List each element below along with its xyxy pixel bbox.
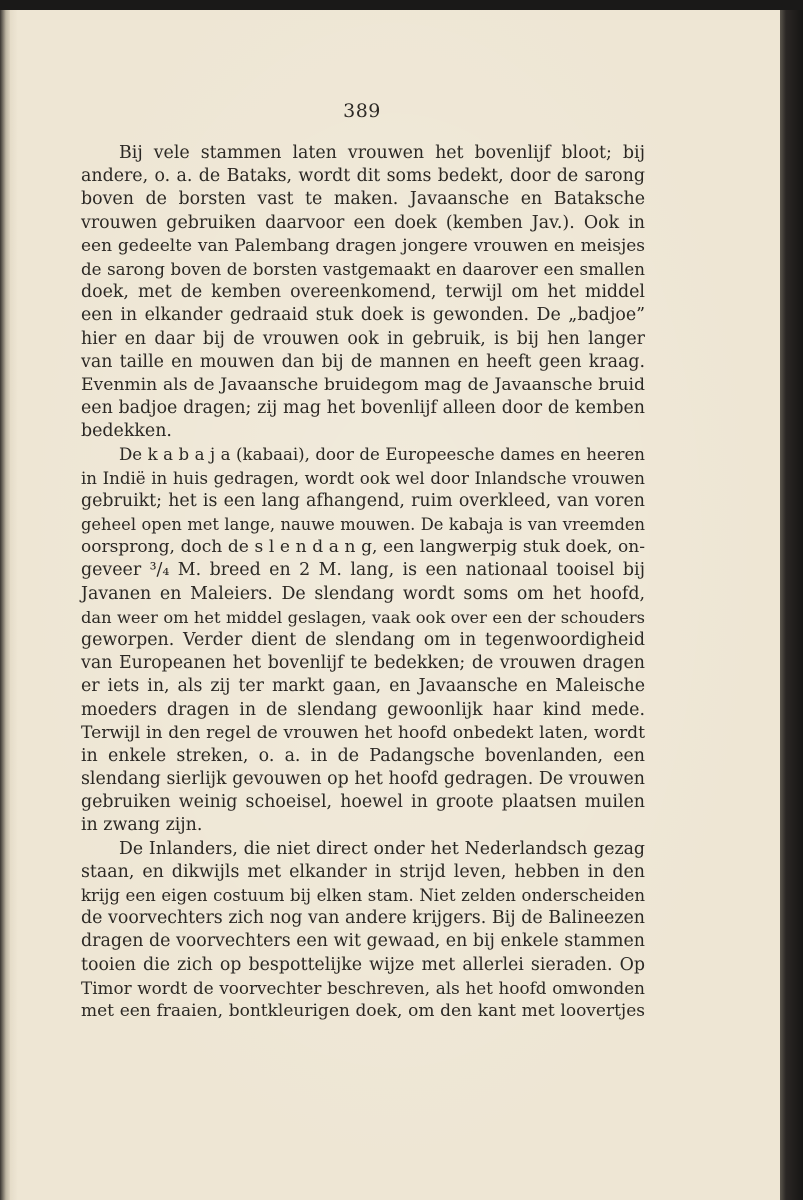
text-line: gebruikt; het is een lang afhangend, ruim overkleed, van voren <box>81 490 645 511</box>
text-line: gebruiken weinig schoeisel, hoewel in groote plaatsen muilen <box>81 792 645 813</box>
text-line: tooien die zich op bespottelijke wijze met allerlei sieraden. Op <box>81 954 645 975</box>
text-line: krijg een eigen costuum bij elken stam. Niet zelden onderscheiden <box>81 886 645 905</box>
text-line: boven de borsten vast te maken. Javaansche en Bataksche <box>81 189 645 210</box>
text-line: Javanen en Maleiers. De slendang wordt soms om het hoofd, <box>81 583 645 604</box>
text-line: staan, en dikwijls met elkander in strijd leven, hebben in den <box>81 861 645 882</box>
body-text <box>81 142 645 1023</box>
text-line: geheel open met lange, nauwe mouwen. De kabaja is van vreemden <box>81 515 645 534</box>
text-line: de voorvechters zich nog van andere krijgers. Bij de Balineezen <box>81 908 645 929</box>
text-line: andere, o. a. de Bataks, wordt dit soms bedekt, door de sarong <box>81 166 645 187</box>
text-line: Bij vele stammen laten vrouwen het bovenlijf bloot; bij <box>119 143 645 163</box>
text-line: geworpen. Verder dient de slendang om in tegenwoordigheid <box>81 629 645 650</box>
text-line: Timor wordt de voorvechter beschreven, als het hoofd omwonden <box>81 977 645 998</box>
text-line: in Indië in huis gedragen, wordt ook wel door Inlandsche vrouwen <box>81 468 645 488</box>
text-line: hier en daar bij de vrouwen ook in gebruik, is bij hen langer <box>81 328 645 349</box>
text-line: een gedeelte van Palembang dragen jongere vrouwen en meisjes <box>81 235 645 256</box>
page-right-edge <box>780 10 803 1200</box>
scanner-background-top <box>0 0 803 10</box>
text-line: een in elkander gedraaid stuk doek is gewonden. De „badjoe” <box>81 305 645 326</box>
text-line: met een fraaien, bontkleurigen doek, om den kant met loovertjes <box>81 1000 645 1021</box>
text-line: de sarong boven de borsten vastgemaakt en daarover een smallen <box>81 259 645 279</box>
text-line: Evenmin als de Javaansche bruidegom mag de Javaansche bruid <box>81 374 645 395</box>
text-line: dragen de voorvechters een wit gewaad, en bij enkele stammen <box>81 931 645 952</box>
text-line: in enkele streken, o. a. in de Padangsche bovenlanden, een <box>81 745 645 766</box>
text-line: bedekken. <box>81 421 172 442</box>
text-line: doek, met de kemben overeenkomend, terwijl om het middel <box>81 282 645 303</box>
text-line: in zwang zijn. <box>81 815 203 836</box>
text-line: De Inlanders, die niet direct onder het Nederlandsch gezag <box>119 838 645 859</box>
text-line: er iets in, als zij ter markt gaan, en Javaansche en Maleische <box>81 676 645 697</box>
text-line: vrouwen gebruiken daarvoor een doek (kemben Jav.). Ook in <box>81 212 645 233</box>
text-line: moeders dragen in de slendang gewoonlijk haar kind mede. <box>81 699 645 720</box>
page-number: 389 <box>343 100 381 122</box>
text-line: Terwijl in den regel de vrouwen het hoofd onbedekt laten, wordt <box>81 722 645 743</box>
text-line: van taille en mouwen dan bij de mannen en heeft geen kraag. <box>81 351 645 372</box>
text-line: geveer ³/₄ M. breed en 2 M. lang, is een nationaal tooisel bij <box>81 560 645 581</box>
text-line: van Europeanen het bovenlijf te bedekken; de vrouwen dragen <box>81 653 645 674</box>
text-line: slendang sierlijk gevouwen op het hoofd gedragen. De vrouwen <box>81 769 645 790</box>
page-spine-edge <box>0 10 10 1200</box>
text-line: dan weer om het middel geslagen, vaak ook over een der schouders <box>81 607 645 627</box>
text-line: een badjoe dragen; zij mag het bovenlijf alleen door de kemben <box>81 398 645 419</box>
text-line: oorsprong, doch de s l e n d a n g, een langwerpig stuk doek, on- <box>81 537 645 558</box>
text-line: De k a b a j a (kabaai), door de Europeesche dames en heeren <box>119 445 645 465</box>
